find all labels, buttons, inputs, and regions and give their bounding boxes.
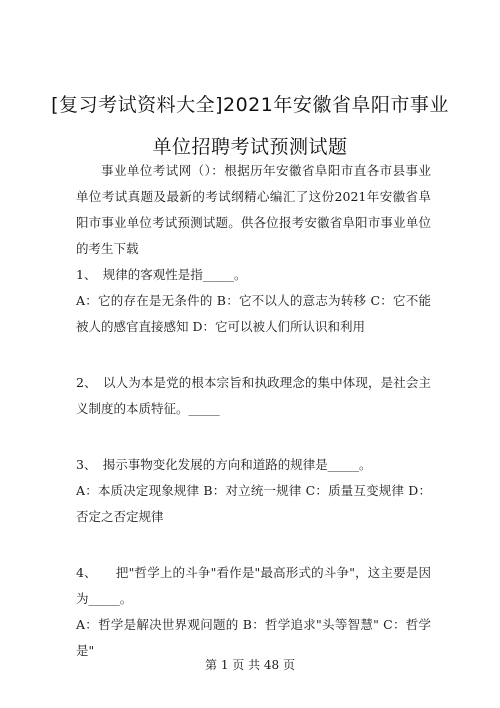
question-4-stem: 4、 把"哲学上的斗争"看作是"最高形式的斗争"，这主要是因为_____。 bbox=[76, 565, 431, 606]
question-3-stem: 3、 揭示事物变化发展的方向和道路的规律是_____。 bbox=[76, 457, 372, 472]
page-number-footer: 第 1 页 共 48 页 bbox=[205, 658, 295, 672]
question-1-options: A：它的存在是无条件的 B：它不以人的意志为转移 C：它不能被人的感官直接感知 D：它可以被人们所认识和利用 bbox=[76, 293, 431, 334]
question-4-options: A：哲学是解决世界观问题的 B：哲学追求"头等智慧" C：哲学是" bbox=[76, 617, 431, 658]
document-title-line-1: [复习考试资料大全]2021年安徽省阜阳市事业 bbox=[51, 94, 449, 116]
document-title-line-2: 单位招聘考试预测试题 bbox=[152, 136, 348, 158]
question-3-options: A：本质决定现象规律 B：对立统一规律 C：质量互变规律 D：否定之否定规律 bbox=[76, 483, 431, 524]
question-1-stem: 1、 规律的客观性是指_____。 bbox=[76, 267, 247, 282]
question-2-stem: 2、 以人为本是党的根本宗旨和执政理念的集中体现，是社会主义制度的本质特征。_____ bbox=[76, 375, 431, 416]
intro-paragraph: 事业单位考试网（）：根据历年安徽省阜阳市直各市县事业单位考试真题及最新的考试纲精心编汇了这份2021年安徽省阜阳市事业单位考试预测试题。供各位报考安徽省阜阳市事业单位的考生下载 bbox=[76, 163, 431, 256]
